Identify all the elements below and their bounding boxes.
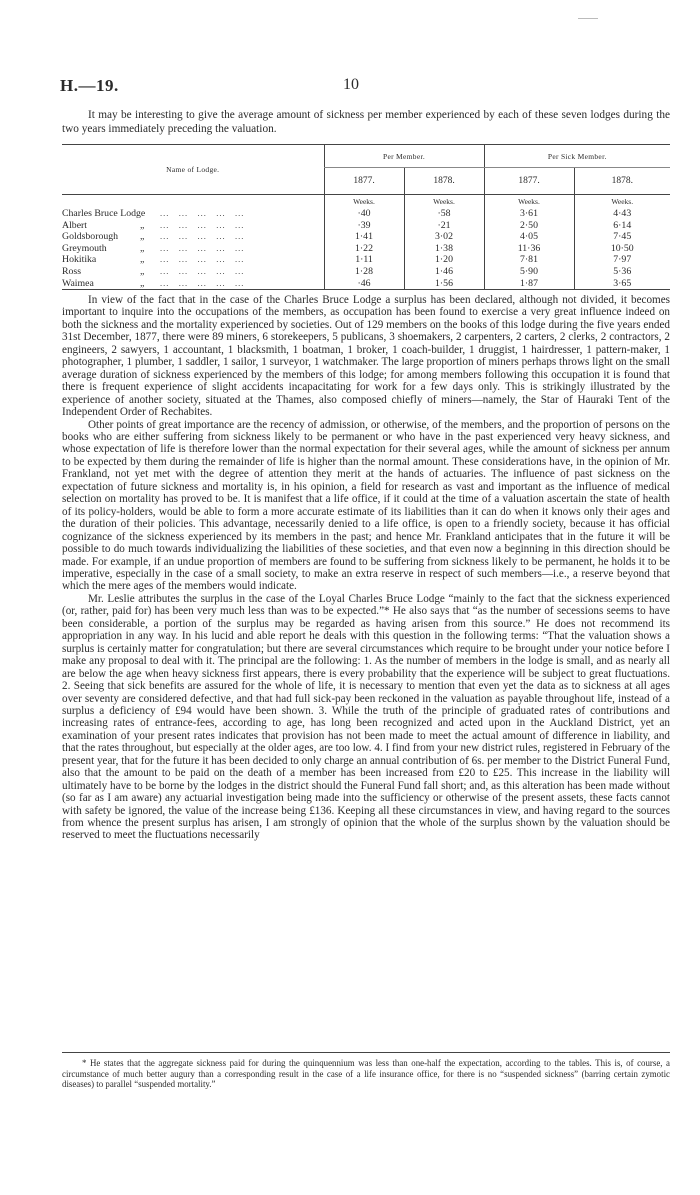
value-cell: 1·22: [324, 243, 404, 255]
table-row: [62, 243, 670, 255]
value-cell: 5·90: [484, 266, 574, 278]
value-cell: 1·38: [404, 243, 484, 255]
lodge-name-cell: [62, 220, 324, 232]
value-cell: 4·05: [484, 231, 574, 243]
value-cell: 4·43: [574, 208, 670, 220]
lodge-name: Charles Bruce Lodge: [62, 208, 146, 219]
table-row: [62, 220, 670, 232]
ditto-mark: „: [140, 231, 145, 243]
ditto-mark: „: [140, 254, 145, 266]
leader-dots: ... ... ... ... ...: [160, 219, 245, 230]
table-row: [62, 278, 670, 290]
value-cell: 7·97: [574, 254, 670, 266]
lodge-name-cell: [62, 231, 324, 243]
lodge-name: Goldsborough: [62, 231, 119, 243]
value-cell: 10·50: [574, 243, 670, 255]
table-body: [62, 208, 670, 290]
table-row: [62, 254, 670, 266]
value-cell: 1·20: [404, 254, 484, 266]
page-reference: H.—19.: [60, 76, 119, 95]
value-cell: 1·28: [324, 266, 404, 278]
sickness-table: [62, 144, 670, 290]
unit-label: Weeks.: [324, 195, 404, 209]
lodge-name-cell: [62, 278, 324, 290]
col-header-name: Name of Lodge.: [62, 145, 324, 195]
unit-label: Weeks.: [404, 195, 484, 209]
col-group-per-member: Per Member.: [324, 145, 484, 168]
col-group-per-sick-member: Per Sick Member.: [484, 145, 670, 168]
value-cell: 11·36: [484, 243, 574, 255]
intro-paragraph: It may be interesting to give the average amount of sickness per member experienced by each of these seven lodges during the two years immediately preceding the valuation.: [62, 109, 670, 136]
page-number: 10: [343, 76, 359, 93]
value-cell: ·58: [404, 208, 484, 220]
ditto-mark: „: [140, 277, 145, 289]
col-year: 1877.: [484, 168, 574, 195]
value-cell: 1·11: [324, 254, 404, 266]
col-year: 1878.: [574, 168, 670, 195]
table-row: [62, 266, 670, 278]
value-cell: 7·45: [574, 231, 670, 243]
leader-dots: ... ... ... ... ...: [160, 265, 245, 276]
lodge-name-cell: [62, 254, 324, 266]
ditto-mark: „: [140, 219, 145, 231]
value-cell: 1·56: [404, 278, 484, 290]
value-cell: 3·61: [484, 208, 574, 220]
leader-dots: ... ... ... ... ...: [160, 242, 245, 253]
ditto-mark: „: [140, 265, 145, 277]
value-cell: 2·50: [484, 220, 574, 232]
page-mark: [578, 18, 598, 19]
lodge-name: Albert: [62, 219, 88, 231]
lodge-name: Greymouth: [62, 242, 107, 254]
leader-dots: ... ... ... ... ...: [160, 254, 245, 265]
leader-dots: ... ... ... ... ...: [160, 208, 245, 218]
ditto-mark: „: [140, 242, 145, 254]
table-row: [62, 231, 670, 243]
lodge-name-cell: [62, 208, 324, 220]
value-cell: ·40: [324, 208, 404, 220]
paragraph: In view of the fact that in the case of the Charles Bruce Lodge a surplus has been declared, although not divided, it becomes important to inquire into the occupations of the members, as occupation has been found to exercise a very great influence indeed on both the sickness and the mortality experienced by societies. Out of 129 members on the books of this lodge during the five years ended 31st December, 1877, there were 89 miners, 6 storekeepers, 5 publicans, 3 shoemakers, 2 carpenters, 2 carters, 2 clerks, 2 contractors, 2 engineers, 2 sawyers, 1 accountant, 1 blacksmith, 1 boatman, 1 broker, 1 coach-builder, 1 druggist, 1 hairdresser, 1 pattern-maker, 1 photographer, 1 plumber, 1 saddler, 1 sailor, 1 surveyor, 1 watchmaker. The large proportion of miners perhaps throws light on the small average duration of sickness experienced by the members of this lodge; for among members following this occupation it is found that there is frequent experience of slight accidents incapacitating for work for a few days only. This is strikingly illustrated by the experience of another society, situated at the Thames, also composed chiefly of miners—namely, the Star of Hauraki Tent of the Independent Order of Rechabites.: [62, 294, 670, 419]
value-cell: 6·14: [574, 220, 670, 232]
unit-label: Weeks.: [574, 195, 670, 209]
lodge-name: Hokitika: [62, 254, 97, 266]
body-text: [62, 294, 670, 842]
value-cell: 1·87: [484, 278, 574, 290]
lodge-name-cell: [62, 243, 324, 255]
value-cell: 1·41: [324, 231, 404, 243]
unit-label: Weeks.: [484, 195, 574, 209]
value-cell: 5·36: [574, 266, 670, 278]
value-cell: 3·65: [574, 278, 670, 290]
lodge-name: Waimea: [62, 277, 94, 289]
value-cell: 1·46: [404, 266, 484, 278]
paragraph: Mr. Leslie attributes the surplus in the case of the Loyal Charles Bruce Lodge “mainly to the fact that the sickness experienced (or, rather, paid for) has been very much less than was to be expected.”* He also says that “as the number of secessions seems to have been considerable, a portion of the surplus may be regarded as having arisen from this source.” He does not recommend its appropriation in any way. In his lucid and able report he deals with this question in the following terms: “That the valuation shows a surplus is certainly matter for congratulation; but there are several circumstances which require to be brought under your notice before I make any proposal to deal with it. The principal are the following: 1. As the number of members in the lodge is small, and as nearly all are below the age when heavy sickness first appears, there is every probability that the experience will be subject to great fluctuations. 2. Seeing that sick benefits are assured for the whole of life, it is necessary to mention that even yet the data as to sickness at all ages over seventy are considered defective, and that had full sick-pay been reckoned in the valuation as payable throughout life, instead of a surplus a deficiency of £94 would have been shown. 3. While the truth of the principle of graduated rates of contributions and increasing rates of entrance-fees, according to age, has long been recognized and acted upon in the Auckland District, yet an examination of your present rates indicates that provision has not been made to meet the actual amount of difference in liability, and that the rates throughout, but especially at the older ages, are too low. 4. I find from your new district rules, registered in February of the present year, that for the future it has been decided to only charge an annual contribution of 6s. per member to the District Funeral Fund, also that the amount to be paid on the death of a member has been increased from £20 to £25. This increase in the liability will ultimately have to be borne by the lodges in the district should the Funeral Fund fall short; and, as this alteration has been made without (so far as I am aware) any actuarial investigation being made into the sufficiency or otherwise of the present assets, these facts cannot with safety be ignored, the value of the increase being £136. Keeping all these circumstances in view, and having regard to the sources from whence the present surplus has arisen, I am strongly of opinion that the whole of the surplus shown by the valuation should be reserved to meet the fluctuations necessarily: [62, 592, 670, 842]
value-cell: ·46: [324, 278, 404, 290]
value-cell: ·21: [404, 220, 484, 232]
leader-dots: ... ... ... ... ...: [160, 277, 245, 288]
paragraph: Other points of great importance are the recency of admission, or otherwise, of the members, and the proportion of persons on the books who are either suffering from sickness likely to be permanent or who have in the past experienced very heavy sickness, and whose expectation of life is therefore lower than the normal expectation for their several ages, while the amount of sickness per annum to be expected by them during the remainder of life is higher than the normal amount. These considerations have, in the opinion of Mr. Frankland, not yet met with the degree of attention they merit at the hands of actuaries. The influence of past sickness on the expectation of future sickness and mortality is, in his opinion, a field for research as vast and important as the influence of medical selection on mortality has proved to be. It is manifest that a life office, if it could at the time of a valuation ascertain the state of health of its policy-holders, would be able to form a more accurate estimate of its liabilities than it can do when it knows only their ages and the duration of their policies. This advantage, necessarily denied to a life office, is open to a friendly society, because it has official cognizance of the sickness experienced by its members in the past; and hence Mr. Frankland anticipates that in the future it will be possible to do much towards individualizing the liabilities of these societies, and that even now a beginning in this direction should be made. For example, if an undue proportion of members are found to be suffering from sickness likely to be permanent, he holds it to be imperative, especially in the case of a small society, to make an extra reserve in respect of such members—i.e., a reserve beyond that which the mere ages of the members would indicate.: [62, 418, 670, 593]
value-cell: 7·81: [484, 254, 574, 266]
table-row: [62, 208, 670, 220]
footnote-divider: [62, 1052, 670, 1053]
col-year: 1878.: [404, 168, 484, 195]
col-year: 1877.: [324, 168, 404, 195]
footnote: * He states that the aggregate sickness paid for during the quinquennium was less than one-half the expectation, according to the tables. This is, of course, a circumstance of much better augury than a corresponding result in the case of a life insurance office, for there is no “suspended sickness” (barring certain zymotic diseases) to parallel “suspended mortality.”: [62, 1058, 670, 1090]
lodge-name-cell: [62, 266, 324, 278]
lodge-name: Ross: [62, 265, 82, 277]
value-cell: 3·02: [404, 231, 484, 243]
leader-dots: ... ... ... ... ...: [160, 231, 245, 242]
value-cell: ·39: [324, 220, 404, 232]
